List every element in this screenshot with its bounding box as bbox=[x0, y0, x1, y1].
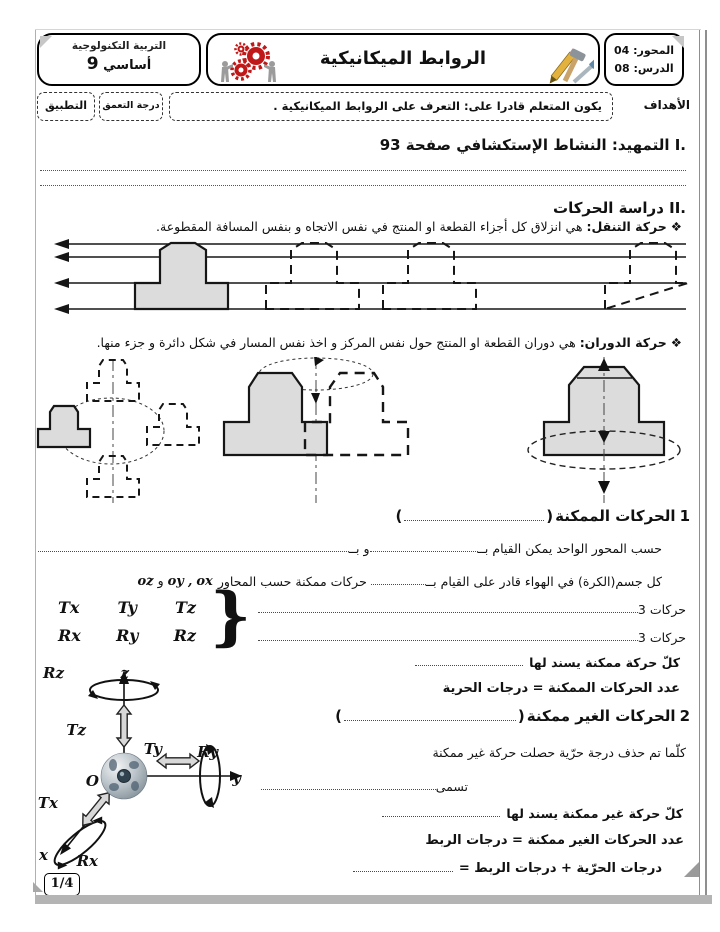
subject-box bbox=[37, 33, 201, 86]
rotation-positions-diagram bbox=[38, 359, 199, 503]
blank-dotted-line bbox=[40, 170, 686, 171]
axes-tokens bbox=[138, 573, 213, 589]
rx-label: Rx bbox=[76, 852, 98, 870]
heading-number: 1 bbox=[679, 507, 690, 525]
single-axis-line bbox=[38, 541, 662, 556]
axis-oy: oy bbox=[167, 574, 184, 589]
text: درجات الحرّية + درجات الربط = bbox=[458, 861, 662, 876]
application-box: التطبيق bbox=[37, 92, 95, 121]
count-label: 3 حركات bbox=[637, 602, 686, 617]
tz-arrow-icon bbox=[117, 705, 131, 747]
text: حسب المحور الواحد يمكن القيام بــ bbox=[477, 541, 662, 556]
blank-dots bbox=[258, 640, 638, 641]
unit-number: المحور: 04 bbox=[614, 44, 674, 57]
subject-name: التربية التكنولوجية bbox=[71, 40, 167, 52]
translation-text: هي انزلاق كل أجزاء القطعة او المنتج في نفس الاتجاه و بنفس المسافة المقطوعة. bbox=[156, 219, 583, 234]
impossible-movements-heading bbox=[333, 707, 690, 725]
paren: ( bbox=[335, 707, 342, 725]
blank-dots bbox=[370, 551, 478, 552]
section2-heading bbox=[553, 199, 686, 217]
grade-text: أساسي bbox=[103, 58, 152, 73]
corner-fold-icon bbox=[40, 36, 52, 48]
rotation-definition bbox=[97, 335, 682, 350]
link-equality: عدد الحركات الغير ممكنة = درجات الربط bbox=[425, 833, 684, 848]
ry-label: Ry bbox=[197, 743, 218, 761]
heading-text: الحركات الممكنة bbox=[555, 507, 676, 525]
rotation-diagram bbox=[36, 357, 688, 505]
title-box bbox=[206, 33, 600, 86]
section2-title: دراسة الحركات bbox=[553, 199, 664, 217]
axis-label-x: x bbox=[39, 846, 48, 864]
matrix-cell: Ty bbox=[117, 598, 137, 617]
translation-diagram bbox=[36, 237, 688, 331]
blank-dots bbox=[415, 665, 523, 666]
blank-dots bbox=[382, 816, 500, 817]
axes-arrowheads bbox=[60, 670, 242, 855]
depth-box: درجة التعمق bbox=[99, 92, 163, 121]
axis-label-y: y bbox=[232, 769, 241, 787]
blank-dots bbox=[38, 551, 349, 552]
grade-number: 9 bbox=[86, 54, 99, 74]
diamond-bullet-icon: ❖ bbox=[670, 335, 682, 350]
heading-number: 2 bbox=[679, 707, 690, 725]
paren: ) bbox=[517, 707, 525, 725]
removed-freedom-line: كلّما تم حذف درجة حرّية حصلت حركة غير ممكنة bbox=[432, 745, 686, 760]
axis-ox: ox bbox=[196, 574, 213, 589]
text: و بــ bbox=[348, 541, 370, 556]
page-frame-top bbox=[35, 29, 701, 30]
rotation-term: حركة الدوران: bbox=[579, 335, 667, 350]
section1-heading bbox=[380, 136, 686, 154]
blank-dots bbox=[258, 612, 638, 613]
called-line bbox=[261, 779, 468, 794]
count-row-2 bbox=[258, 630, 686, 645]
matrix-cell: Rz bbox=[173, 626, 196, 645]
text: تسمى bbox=[435, 779, 468, 794]
corner-mark-icon bbox=[684, 862, 699, 877]
curly-brace: } bbox=[210, 579, 252, 654]
grade-level bbox=[39, 54, 199, 74]
matrix-cell: Tx bbox=[58, 598, 80, 617]
diamond-bullet-icon: ❖ bbox=[670, 219, 682, 234]
rotation-text: هي دوران القطعة او المنتج حول نفس المركز و اخذ نفس المسار في شكل دائرة و جزء منها. bbox=[96, 335, 576, 350]
text: كلّ حركة غير ممكنة يسند لها bbox=[506, 806, 683, 821]
lesson-number: الدرس: 08 bbox=[614, 62, 674, 75]
page-number: 1/4 bbox=[44, 873, 80, 896]
count-row-1 bbox=[258, 602, 686, 617]
tx-label: Tx bbox=[37, 794, 58, 812]
corner-fold-icon bbox=[672, 36, 684, 48]
and-word: و bbox=[157, 573, 164, 588]
axis-oz: oz bbox=[137, 574, 154, 589]
text: كلّ حركة ممكنة يسند لها bbox=[529, 655, 680, 670]
matrix-cell: Ry bbox=[116, 626, 139, 645]
objectives-label: الأهداف bbox=[643, 98, 690, 112]
assign-line bbox=[415, 655, 680, 670]
text: حركات ممكنة حسب المحاور bbox=[217, 574, 367, 589]
blank-dots bbox=[261, 789, 436, 790]
paren: ( bbox=[395, 507, 403, 525]
scan-edge-bar bbox=[35, 895, 712, 904]
blank-dotted-line bbox=[40, 185, 686, 186]
tz-label: Tz bbox=[66, 721, 86, 739]
corner-mark-icon bbox=[33, 882, 43, 892]
section1-title: التمهيد: النشاط الإستكشافي صفحة 93 bbox=[379, 136, 670, 154]
page-title: الروابط الميكانيكية bbox=[319, 48, 487, 69]
left-arrowheads bbox=[54, 239, 69, 314]
drawing-tools-icon bbox=[542, 38, 594, 85]
ball-icon bbox=[101, 753, 147, 799]
axis-label-z: z bbox=[120, 664, 129, 682]
freedom-equality: عدد الحركات الممكنة = درجات الحرية bbox=[442, 681, 680, 696]
ty-arrow-icon bbox=[157, 754, 199, 768]
section2-numeral: II. bbox=[669, 199, 686, 217]
sum-equality bbox=[353, 861, 662, 876]
ty-label: Ty bbox=[143, 740, 162, 758]
paren: ) bbox=[546, 507, 554, 525]
blank-dots bbox=[344, 720, 516, 721]
solid-part-profile bbox=[135, 243, 228, 309]
section1-numeral: I. bbox=[674, 136, 686, 154]
matrix-cell: Tz bbox=[175, 598, 196, 617]
translation-term: حركة التنقل: bbox=[586, 219, 667, 234]
impossible-assign-line bbox=[382, 806, 683, 821]
rz-label: Rz bbox=[43, 664, 64, 682]
matrix-cell: Rx bbox=[58, 626, 81, 645]
translated-ghost-profiles bbox=[266, 243, 688, 309]
possible-movements-heading bbox=[393, 507, 690, 525]
origin-label: O bbox=[85, 772, 99, 790]
blank-dots bbox=[353, 871, 453, 872]
translation-row bbox=[58, 598, 196, 617]
rotation-axis-diagram bbox=[528, 357, 680, 503]
translation-definition bbox=[156, 219, 682, 234]
degrees-of-freedom-diagram bbox=[36, 658, 276, 886]
tx-arrow-icon bbox=[77, 788, 114, 829]
rotation-swept-diagram bbox=[224, 357, 408, 503]
page-frame-right bbox=[699, 30, 707, 896]
comma: , bbox=[187, 574, 193, 589]
count-label: 3 حركات bbox=[637, 630, 686, 645]
objectives-box: يكون المتعلم قادرا على: التعرف على الروابط الميكانيكية . bbox=[169, 92, 613, 121]
rotation-row bbox=[58, 626, 196, 645]
blank-dots bbox=[371, 584, 426, 585]
text: كل جسم(الكرة) في الهواء قادر على القيام بــ bbox=[425, 574, 662, 589]
heading-text: الحركات الغير ممكنة bbox=[526, 707, 676, 725]
blank-dots bbox=[404, 520, 544, 521]
